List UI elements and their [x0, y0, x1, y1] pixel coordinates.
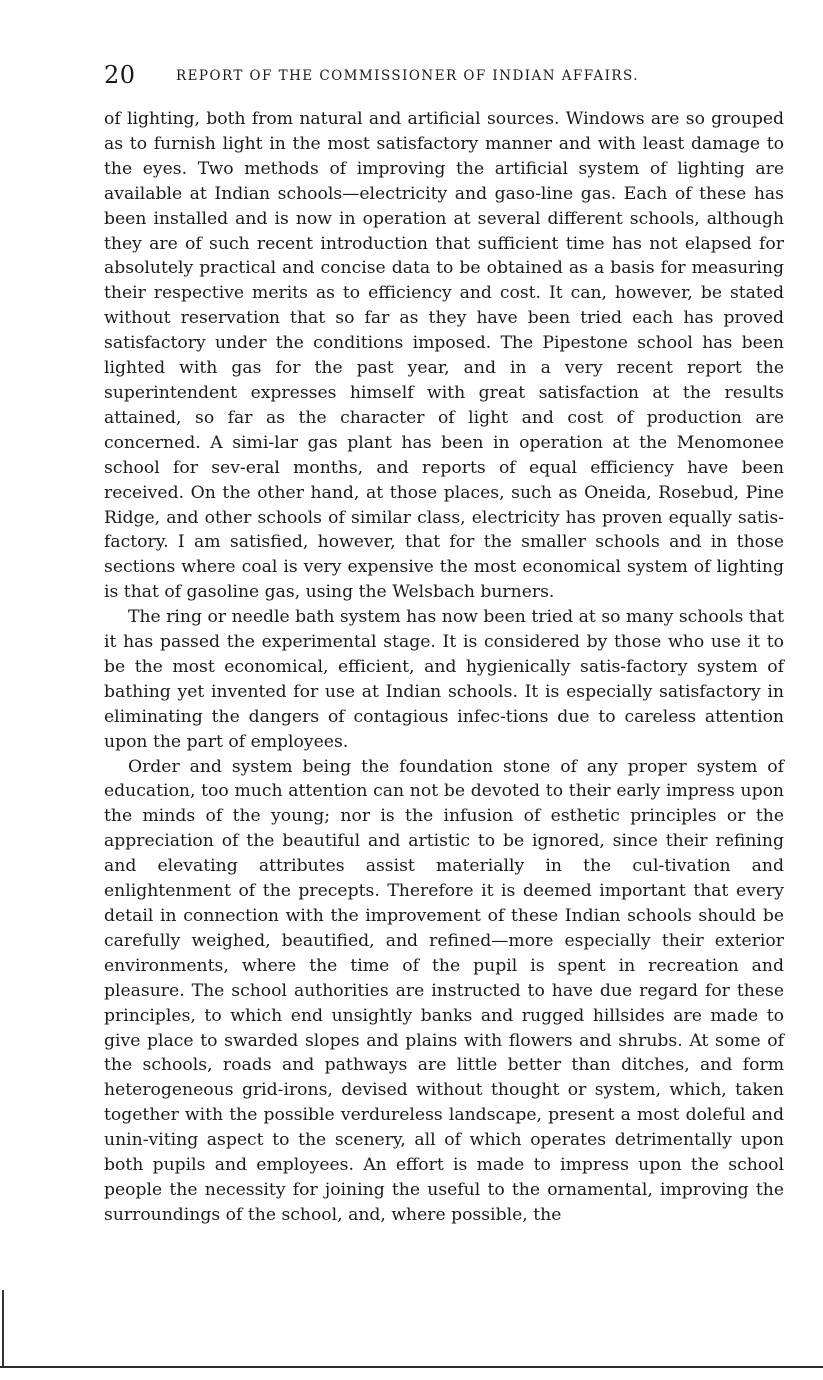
- page-header: [104, 60, 784, 90]
- running-head: REPORT OF THE COMMISSIONER OF INDIAN AFFAIRS.: [176, 68, 639, 84]
- paragraph-bath-system: The ring or needle bath system has now been tried at so many schools that it has passed the experimental stage. It is considered by those who use it to be the most economical, efficient, and hygienically satis-factory system of bathing yet invented for use at Indian schools. It is especially satisfactory in eliminating the dangers of contagious infec-tions due to careless attention upon the part of employees.: [104, 607, 784, 752]
- body-text: [104, 107, 784, 1228]
- paragraph-order-and-system: Order and system being the foundation stone of any proper system of education, too much attention can not be devoted to their early impress upon the minds of the young; nor is the infusion of esthetic principles or the appreciation of the beautiful and artistic to be ignored, since their refining and elevating attributes assist materially in the cul-tivation and enlightenment of the precepts. Therefore it is deemed important that every detail in connection with the improvement of these Indian schools should be carefully weighed, beautified, and refined—more especially their exterior environments, where the time of the pupil is spent in recreation and pleasure. The school authorities are instructed to have due regard for these principles, to which end unsightly banks and rugged hillsides are made to give place to swarded slopes and plains with flowers and shrubs. At some of the schools, roads and pathways are little better than ditches, and form heterogeneous grid-irons, devised without thought or system, which, taken together with the possible verdureless landscape, present a most doleful and unin-viting aspect to the scenery, all of which operates detrimentally upon both pupils and employees. An effort is made to impress upon the school people the necessity for joining the useful to the ornamental, improving the surroundings of the school, and, where possible, the: [104, 756, 784, 1225]
- scan-edge-mark: [2, 1290, 4, 1366]
- page-bottom-border: [0, 1366, 823, 1368]
- paragraph-lighting: of lighting, both from natural and artificial sources. Windows are so grouped as to furnish light in the most satisfactory manner and with least damage to the eyes. Two methods of improving the artificial system of lighting are available at Indian schools—electricity and gaso-line gas. Each of these has been installed and is now in operation at several different schools, although they are of such recent introduction that sufficient time has not elapsed for absolutely practical and concise data to be obtained as a basis for measuring their respective merits as to efficiency and cost. It can, however, be stated without reservation that so far as they have been tried each has proved satisfactory under the conditions imposed. The Pipestone school has been lighted with gas for the past year, and in a very recent report the superintendent expresses himself with great satisfaction at the results attained, so far as the character of light and cost of production are concerned. A simi-lar gas plant has been in operation at the Menomonee school for sev-eral months, and reports of equal efficiency have been received. On the other hand, at those places, such as Oneida, Rosebud, Pine Ridge, and other schools of similar class, electricity has proven equally satis-factory. I am satisfied, however, that for the smaller schools and in those sections where coal is very expensive the most economical system of lighting is that of gasoline gas, using the Welsbach burners.: [104, 109, 784, 603]
- page-number: 20: [104, 61, 136, 89]
